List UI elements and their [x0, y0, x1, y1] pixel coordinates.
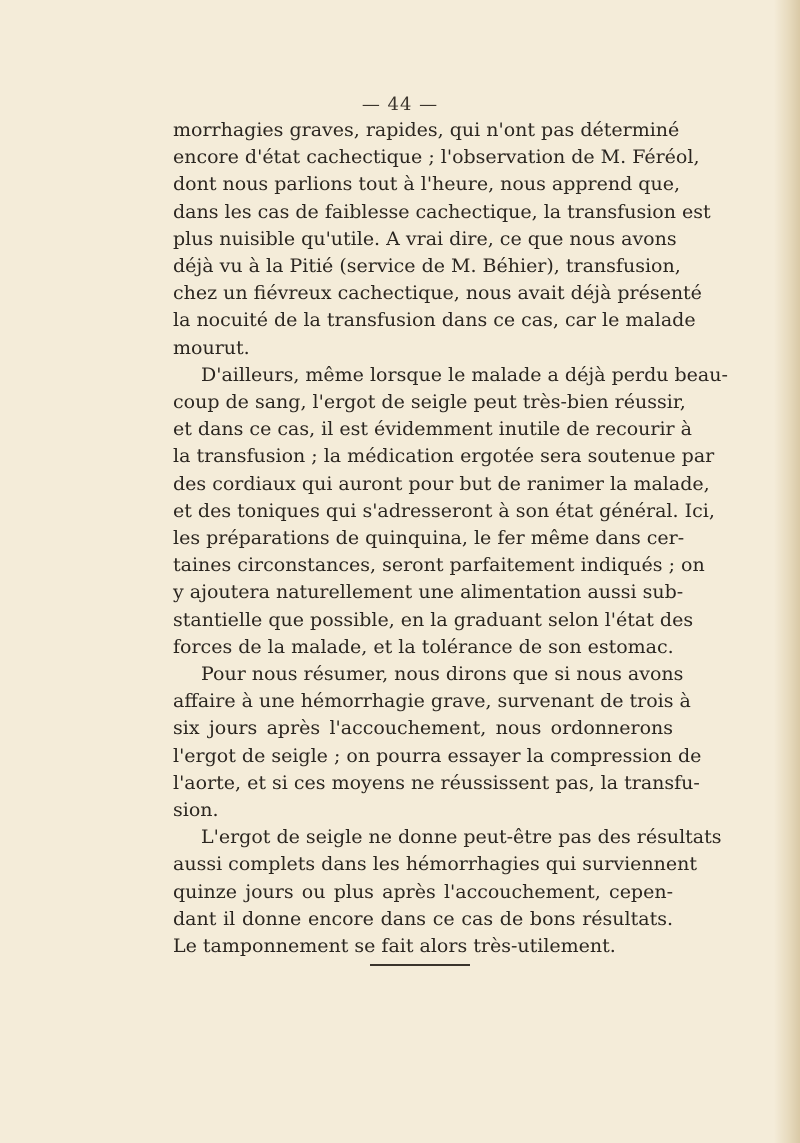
text-line: plus nuisible qu'utile. A vrai dire, ce que nous avons — [173, 227, 677, 250]
text-line: six jours après l'accouchement, nous ordonnerons — [173, 717, 673, 740]
text-line: mourut. — [173, 336, 250, 359]
text-line: la transfusion ; la médication ergotée sera soutenue par — [173, 445, 715, 468]
text-line: taines circonstances, seront parfaitement indiqués ; on — [173, 554, 705, 577]
text-line: chez un fiévreux cachectique, nous avait déjà présenté — [173, 282, 702, 305]
paragraph-4 — [173, 824, 722, 960]
text-line: aussi complets dans les hémorrhagies qui surviennent — [173, 853, 697, 876]
text-line: encore d'état cachectique ; l'observation de M. Féréol, — [173, 146, 700, 169]
text-line: déjà vu à la Pitié (service de M. Béhier), transfusion, — [173, 255, 681, 278]
text-line: quinze jours ou plus après l'accouchement, cepen- — [173, 880, 673, 903]
text-line: L'ergot de seigle ne donne peut-être pas des résultats — [201, 826, 722, 849]
text-line: D'ailleurs, même lorsque le malade a déjà perdu beau- — [201, 363, 728, 386]
paragraph-2 — [173, 362, 728, 661]
text-line: forces de la malade, et la tolérance de son estomac. — [173, 635, 674, 658]
text-line: dant il donne encore dans ce cas de bons résultats. — [173, 907, 673, 930]
text-line: l'aorte, et si ces moyens ne réussissent pas, la transfu- — [173, 771, 700, 794]
paragraph-1 — [173, 117, 711, 362]
text-line: morrhagies graves, rapides, qui n'ont pas déterminé — [173, 119, 680, 141]
text-line: et dans ce cas, il est évidemment inutile de recourir à — [173, 418, 692, 441]
text-line: l'ergot de seigle ; on pourra essayer la compression de — [173, 744, 702, 767]
end-rule-divider — [370, 964, 470, 966]
text-line: dont nous parlions tout à l'heure, nous apprend que, — [173, 173, 680, 196]
page-number: — 44 — — [361, 94, 439, 115]
text-line: Pour nous résumer, nous dirons que si nous avons — [201, 663, 684, 686]
paragraph-3 — [173, 661, 702, 824]
text-line: stantielle que possible, en la graduant selon l'état des — [173, 608, 694, 631]
text-line: des cordiaux qui auront pour but de ranimer la malade, — [173, 472, 710, 495]
text-line: Le tamponnement se fait alors très-utilement. — [173, 935, 616, 958]
page-edge-shadow — [774, 0, 800, 1143]
text-line: la nocuité de la transfusion dans ce cas, car le malade — [173, 309, 696, 332]
text-line: les préparations de quinquina, le fer même dans cer- — [173, 527, 685, 550]
text-line: dans les cas de faiblesse cachectique, la transfusion est — [173, 200, 711, 223]
text-line: y ajoutera naturellement une alimentation aussi sub- — [173, 581, 684, 604]
text-line: affaire à une hémorrhagie grave, survenant de trois à — [173, 690, 691, 713]
text-line: coup de sang, l'ergot de seigle peut très-bien réussir, — [173, 391, 686, 414]
body-text — [173, 117, 728, 960]
text-line: et des toniques qui s'adresseront à son état général. Ici, — [173, 499, 715, 522]
text-line: sion. — [173, 799, 219, 822]
